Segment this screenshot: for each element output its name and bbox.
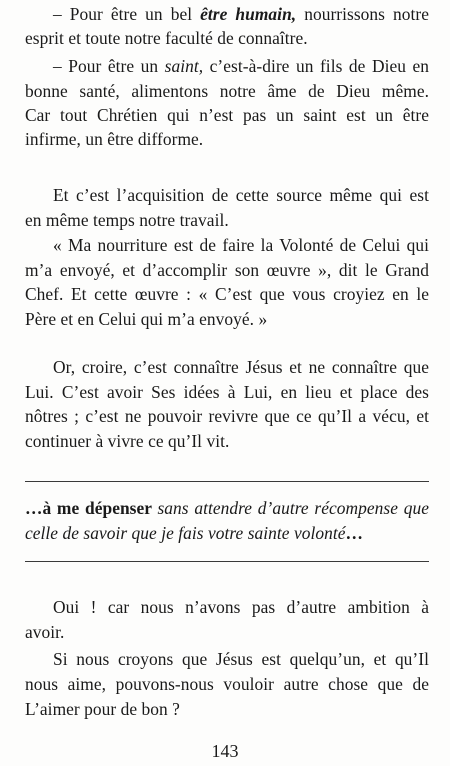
text-run: Lui. C’est avoir Ses idées à Lui, en lieu et place des <box>25 382 429 402</box>
text-run: … <box>345 523 363 543</box>
text-run: être humain, <box>200 4 297 24</box>
text-run: …à me dépenser <box>25 498 158 518</box>
text-run: « Ma nourriture est de faire la Volonté de Celui qui <box>53 235 429 255</box>
text-run: avoir. <box>25 622 65 642</box>
text-run: saint, <box>164 56 204 76</box>
text-run: – Pour être un <box>53 56 165 76</box>
text-run: Père et en Celui qui m’a envoyé. » <box>25 309 268 329</box>
text-run: infirme, un être difforme. <box>25 129 204 149</box>
text-run: L’aimer pour de bon ? <box>25 699 180 719</box>
text-run: – Pour être un bel <box>53 4 201 24</box>
text-run: Oui ! car nous n’avons pas d’autre ambition à <box>53 597 429 617</box>
text-run: nourrissons notre <box>296 4 429 24</box>
text-run: sans attendre d’autre récompense que <box>157 498 429 518</box>
text-run: m’a envoyé, et d’accomplir son œuvre », dit le Grand <box>25 260 429 280</box>
text-run: esprit et toute notre faculté de connaître. <box>25 28 308 48</box>
divider-top <box>25 481 429 482</box>
text-run: Et c’est l’acquisition de cette source même qui est <box>53 185 429 205</box>
text-run: en même temps notre travail. <box>25 210 229 230</box>
text-run <box>200 4 296 24</box>
page-number: 143 <box>211 741 239 761</box>
text-run: Or, croire, c’est connaître Jésus et ne connaître que <box>53 357 429 377</box>
text-run: bonne santé, alimentons notre âme de Dieu même. <box>25 81 429 101</box>
text-run: Si nous croyons que Jésus est quelqu’un, et qu’Il <box>53 649 429 669</box>
divider-bottom <box>25 561 429 562</box>
text-run: nous aime, pouvons-nous vouloir autre chose que de <box>25 674 429 694</box>
text-run: Chef. Et cette œuvre : « C’est que vous croyiez en le <box>25 284 429 304</box>
text-run: nôtres ; c’est ne pouvoir revivre que ce qu’Il a vécu, et <box>25 406 429 426</box>
text-run: continuer à vivre ce qu’Il vit. <box>25 431 230 451</box>
text-run: celle de savoir que je fais votre sainte volonté <box>25 523 346 543</box>
text-run: Car tout Chrétien qui n’est pas un saint est un être <box>25 105 429 125</box>
text-run: c’est-à-dire un fils de Dieu en <box>203 56 429 76</box>
